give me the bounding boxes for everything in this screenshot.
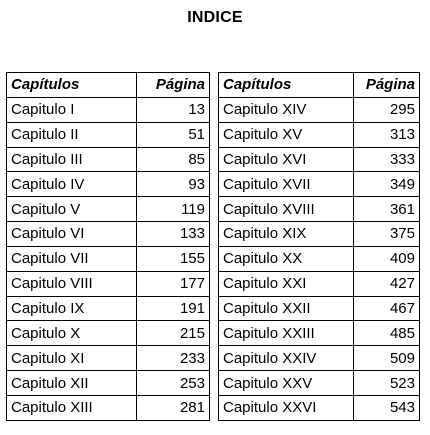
table-header-row: [219, 73, 420, 98]
chapter-name-cell: Capitulo VII: [7, 246, 137, 271]
chapter-name-cell: Capitulo XVIII: [219, 197, 354, 222]
page-number-cell: 523: [354, 371, 420, 396]
table-row: [7, 271, 210, 296]
chapter-name-cell: Capitulo XVI: [219, 147, 354, 172]
page-number-cell: 485: [354, 321, 420, 346]
chapter-name-cell: Capitulo XII: [7, 371, 137, 396]
table-row: [219, 296, 420, 321]
chapter-name-cell: Capitulo XX: [219, 246, 354, 271]
table-row: [7, 395, 210, 420]
chapter-name-cell: Capitulo X: [7, 321, 137, 346]
index-table-right: [218, 72, 420, 421]
table-row: [7, 122, 210, 147]
chapter-name-cell: Capitulo III: [7, 147, 137, 172]
table-row: [7, 172, 210, 197]
table-row: [219, 246, 420, 271]
table-row: [7, 222, 210, 247]
chapter-name-cell: Capitulo XXIV: [219, 346, 354, 371]
chapter-name-cell: Capitulo XXII: [219, 296, 354, 321]
chapter-name-cell: Capitulo XXVI: [219, 395, 354, 420]
chapter-name-cell: Capitulo XIX: [219, 222, 354, 247]
table-row: [7, 296, 210, 321]
page-number-cell: 543: [354, 395, 420, 420]
column-header-chapters: Capítulos: [219, 73, 354, 98]
page-number-cell: 233: [137, 346, 210, 371]
page-number-cell: 427: [354, 271, 420, 296]
chapter-name-cell: Capitulo I: [7, 97, 137, 122]
chapter-name-cell: Capitulo IX: [7, 296, 137, 321]
chapter-name-cell: Capitulo IV: [7, 172, 137, 197]
page-number-cell: 93: [137, 172, 210, 197]
page-number-cell: 281: [137, 395, 210, 420]
table-header-row: [7, 73, 210, 98]
page-number-cell: 191: [137, 296, 210, 321]
column-header-chapters: Capítulos: [7, 73, 137, 98]
chapter-name-cell: Capitulo VIII: [7, 271, 137, 296]
page-number-cell: 375: [354, 222, 420, 247]
index-table-left: [6, 72, 210, 421]
column-header-page: Página: [137, 73, 210, 98]
table-row: [7, 246, 210, 271]
page-number-cell: 253: [137, 371, 210, 396]
page-number-cell: 85: [137, 147, 210, 172]
page-number-cell: 467: [354, 296, 420, 321]
table-row: [219, 321, 420, 346]
page-number-cell: 51: [137, 122, 210, 147]
page-number-cell: 133: [137, 222, 210, 247]
chapter-name-cell: Capitulo XXI: [219, 271, 354, 296]
table-row: [7, 321, 210, 346]
chapter-name-cell: Capitulo VI: [7, 222, 137, 247]
table-row: [219, 197, 420, 222]
table-row: [7, 97, 210, 122]
page-number-cell: 155: [137, 246, 210, 271]
table-row: [219, 147, 420, 172]
table-row: [7, 346, 210, 371]
chapter-name-cell: Capitulo XV: [219, 122, 354, 147]
page-number-cell: 361: [354, 197, 420, 222]
table-row: [219, 172, 420, 197]
table-row: [219, 271, 420, 296]
page-number-cell: 215: [137, 321, 210, 346]
chapter-name-cell: Capitulo XXIII: [219, 321, 354, 346]
table-row: [219, 346, 420, 371]
chapter-name-cell: Capitulo XVII: [219, 172, 354, 197]
table-row: [219, 122, 420, 147]
page-number-cell: 333: [354, 147, 420, 172]
page-number-cell: 295: [354, 97, 420, 122]
table-row: [219, 222, 420, 247]
table-row: [7, 197, 210, 222]
chapter-name-cell: Capitulo II: [7, 122, 137, 147]
chapter-name-cell: Capitulo XIII: [7, 395, 137, 420]
chapter-name-cell: Capitulo XXV: [219, 371, 354, 396]
page-title: INDICE: [187, 9, 243, 26]
page-number-cell: 119: [137, 197, 210, 222]
table-row: [219, 395, 420, 420]
table-row: [7, 147, 210, 172]
page-number-cell: 13: [137, 97, 210, 122]
page-number-cell: 349: [354, 172, 420, 197]
table-row: [7, 371, 210, 396]
page-number-cell: 177: [137, 271, 210, 296]
column-header-page: Página: [354, 73, 420, 98]
table-row: [219, 97, 420, 122]
table-row: [219, 371, 420, 396]
page-number-cell: 509: [354, 346, 420, 371]
chapter-name-cell: Capitulo V: [7, 197, 137, 222]
page-number-cell: 409: [354, 246, 420, 271]
chapter-name-cell: Capitulo XIV: [219, 97, 354, 122]
page-number-cell: 313: [354, 122, 420, 147]
chapter-name-cell: Capitulo XI: [7, 346, 137, 371]
